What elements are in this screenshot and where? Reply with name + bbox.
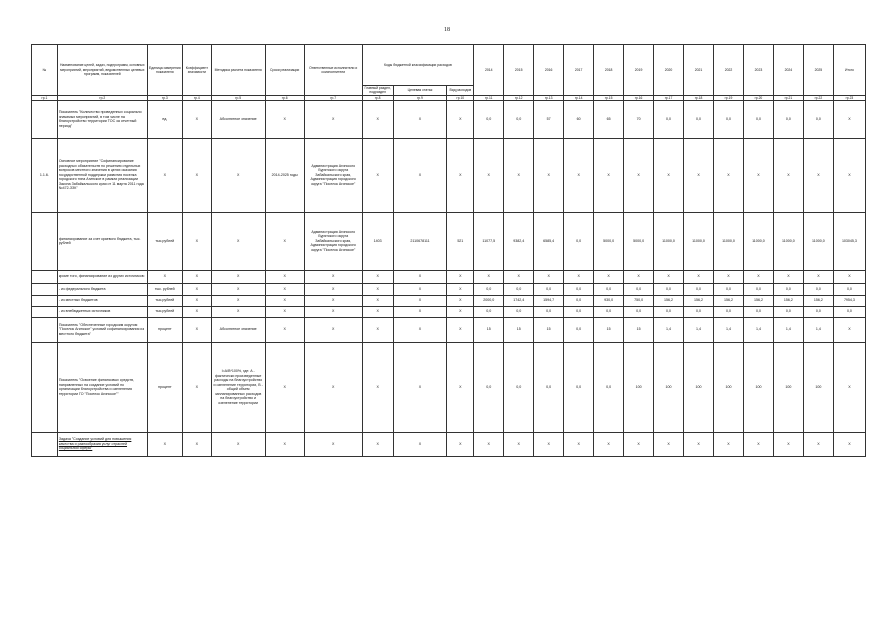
program-table	[31, 44, 866, 457]
table-cell: 70	[624, 100, 654, 138]
table-cell: 11000,0	[684, 212, 714, 270]
table-cell: 1,4	[803, 317, 833, 342]
table-cell: 0,0	[624, 306, 654, 317]
table-cell: 100	[743, 342, 773, 432]
table-cell: Х	[362, 283, 393, 295]
table-cell: процент	[147, 342, 182, 432]
table-cell: Х	[654, 270, 684, 283]
table-cell: Х	[182, 342, 211, 432]
table-cell: 1742,4	[504, 295, 534, 306]
table-cell: Х	[304, 270, 362, 283]
table-cell: 15	[624, 317, 654, 342]
table-cell: Х	[362, 432, 393, 456]
table-cell: Х	[393, 317, 447, 342]
table-cell: 1,4	[654, 317, 684, 342]
table-cell: Х	[265, 100, 304, 138]
table-cell: 0,0	[474, 283, 504, 295]
table-cell: 11000,0	[803, 212, 833, 270]
table-cell: Х	[803, 432, 833, 456]
table-cell: Х	[654, 432, 684, 456]
col-number: гр.19	[714, 95, 744, 100]
table-cell: 100	[684, 342, 714, 432]
table-cell: 0,0	[594, 306, 624, 317]
table-cell: 7954,3	[833, 295, 865, 306]
table-row	[32, 342, 866, 432]
table-cell: 11077,5	[474, 212, 504, 270]
table-cell	[32, 283, 58, 295]
header-year-2022: 2022	[714, 45, 744, 96]
col-number: гр.14	[564, 95, 594, 100]
table-cell: Х	[304, 317, 362, 342]
header-target-item: Целевая статья	[393, 86, 447, 96]
table-cell: 1,4	[743, 317, 773, 342]
table-cell: Х	[743, 432, 773, 456]
table-cell: 0,0	[773, 283, 803, 295]
table-cell: 103045,3	[833, 212, 865, 270]
table-cell: 0,0	[564, 317, 594, 342]
table-cell: 156,2	[803, 295, 833, 306]
header-total: Итого	[833, 45, 865, 96]
col-number: гр.2	[57, 95, 147, 100]
table-cell: 2110678111	[393, 212, 447, 270]
table-cell: 2014-2025 годы	[265, 138, 304, 212]
table-cell: Х	[624, 432, 654, 456]
table-cell: 0,0	[743, 283, 773, 295]
table-cell: Х	[211, 306, 265, 317]
table-cell: Х	[304, 432, 362, 456]
header-terms: Сроки реализации	[265, 45, 304, 96]
table-cell: Х	[447, 306, 474, 317]
table-cell: Х	[714, 270, 744, 283]
table-cell: 15	[534, 317, 564, 342]
table-cell: Х	[393, 432, 447, 456]
table-cell: Х	[743, 138, 773, 212]
col-number: гр.23	[833, 95, 865, 100]
table-cell: Х	[265, 295, 304, 306]
table-cell: Х	[684, 138, 714, 212]
table-cell: 0,0	[594, 283, 624, 295]
table-cell: Х	[362, 270, 393, 283]
table-row	[32, 100, 866, 138]
table-cell: Х	[504, 138, 534, 212]
col-number: гр.5	[211, 95, 265, 100]
table-cell: 0,0	[803, 100, 833, 138]
table-cell: 11000,0	[743, 212, 773, 270]
col-number: гр.4	[182, 95, 211, 100]
header-year-2021: 2021	[684, 45, 714, 96]
table-cell: 1,4	[684, 317, 714, 342]
table-cell: Х	[182, 270, 211, 283]
table-cell: Х	[393, 138, 447, 212]
table-cell: 2000,0	[474, 295, 504, 306]
table-cell: I=A/B*100%, где: A - фактически произведенные расходы на благоустройство и озеленение территории, B - общий объем запланированных расходов на благоустройство и озеленение территории	[211, 342, 265, 432]
table-cell: Х	[714, 138, 744, 212]
table-cell: Х	[147, 432, 182, 456]
table-cell	[32, 306, 58, 317]
table-cell: Х	[304, 342, 362, 432]
table-cell: Х	[684, 432, 714, 456]
table-cell: Х	[362, 138, 393, 212]
table-cell: 65	[594, 100, 624, 138]
table-cell: 0,0	[773, 100, 803, 138]
table-cell: тыс.рублей	[147, 212, 182, 270]
table-cell: 0,0	[714, 283, 744, 295]
header-year-2024: 2024	[773, 45, 803, 96]
table-cell: Х	[833, 342, 865, 432]
table-cell: Администрация Агинского Бурятского округа Забайкальского края, Администрация городского округа "Поселок Агинское"	[304, 138, 362, 212]
table-cell: 100	[624, 342, 654, 432]
table-cell: Х	[564, 138, 594, 212]
col-number: гр.12	[504, 95, 534, 100]
table-cell: Х	[594, 432, 624, 456]
table-cell: Х	[534, 432, 564, 456]
table-cell: 750,0	[624, 295, 654, 306]
table-cell: Х	[211, 212, 265, 270]
table-cell: Х	[534, 138, 564, 212]
header-year-2020: 2020	[654, 45, 684, 96]
table-cell: 0,0	[474, 306, 504, 317]
table-cell: Х	[504, 270, 534, 283]
table-cell: 1594,7	[534, 295, 564, 306]
table-cell: Х	[504, 432, 534, 456]
table-cell: 0,0	[654, 283, 684, 295]
table-cell	[32, 342, 58, 432]
table-cell: 5000,0	[624, 212, 654, 270]
table-cell: Х	[474, 432, 504, 456]
table-cell: Х	[743, 270, 773, 283]
table-cell: Администрация Агинского Бурятского округа Забайкальского края, Администрация городского округа "Поселок Агинское"	[304, 212, 362, 270]
table-cell: тыс.рублей	[147, 295, 182, 306]
table-cell: Х	[803, 138, 833, 212]
table-cell: 0,0	[504, 283, 534, 295]
table-cell: 0,0	[803, 306, 833, 317]
table-cell: Х	[182, 283, 211, 295]
header-responsible: Ответственные исполнители и соисполнители	[304, 45, 362, 96]
row-name-cell: финансирование за счет краевого бюджета, тыс. рублей	[57, 212, 147, 270]
table-cell: Х	[624, 138, 654, 212]
table-cell: Х	[773, 432, 803, 456]
table-cell: 0,0	[654, 100, 684, 138]
table-cell: 0,0	[564, 295, 594, 306]
table-cell: тыс.рублей	[147, 306, 182, 317]
header-unit: Единица измерения показателя	[147, 45, 182, 96]
table-cell: 11000,0	[714, 212, 744, 270]
table-cell: 0,0	[714, 306, 744, 317]
col-number: гр.9	[393, 95, 447, 100]
table-cell: 0,0	[684, 306, 714, 317]
table-cell: 5000,0	[594, 212, 624, 270]
col-number: гр.8	[362, 95, 393, 100]
table-cell: Х	[393, 283, 447, 295]
table-cell: Х	[265, 270, 304, 283]
table-cell: 0,0	[833, 283, 865, 295]
col-number: гр.21	[773, 95, 803, 100]
table-cell: Х	[362, 100, 393, 138]
table-cell: 57	[534, 100, 564, 138]
header-year-2014: 2014	[474, 45, 504, 96]
table-cell: Х	[362, 295, 393, 306]
table-cell: 15	[504, 317, 534, 342]
table-cell: Х	[265, 432, 304, 456]
table-cell: 156,2	[714, 295, 744, 306]
table-cell: Х	[211, 138, 265, 212]
table-cell: Х	[833, 100, 865, 138]
col-number: гр.11	[474, 95, 504, 100]
table-cell: Х	[182, 295, 211, 306]
table-cell: 0,0	[714, 100, 744, 138]
table-cell: Х	[474, 270, 504, 283]
col-number: гр.22	[803, 95, 833, 100]
table-cell: 15	[594, 317, 624, 342]
col-number: гр.3	[147, 95, 182, 100]
table-cell: Х	[594, 270, 624, 283]
table-cell	[32, 100, 58, 138]
table-cell: 0,0	[564, 342, 594, 432]
table-cell: Х	[447, 432, 474, 456]
table-cell: 9382,4	[504, 212, 534, 270]
table-cell: 0,0	[474, 100, 504, 138]
header-main-section: Главный раздел, подраздел	[362, 86, 393, 96]
table-cell: Х	[833, 270, 865, 283]
table-cell: Х	[147, 138, 182, 212]
table-cell: 156,2	[743, 295, 773, 306]
table-cell: Х	[714, 432, 744, 456]
row-name-cell: Задача "Создание условий для повышения качества и разнообразия услуг отраслей социальной сферы"	[57, 432, 147, 456]
table-cell: Х	[211, 432, 265, 456]
table-cell: Х	[182, 317, 211, 342]
table-cell: 0,0	[504, 306, 534, 317]
row-name-cell: Основное мероприятие "Софинансирование расходных обязательств по решению отдельных вопросов местного значения в целях оказания государственной поддержки развития поселка городского типа Агинское в рамках реализации Закона Забайкальского края от 11 марта 2011 года №472-ЗЗК"	[57, 138, 147, 212]
table-cell	[32, 295, 58, 306]
table-cell: Х	[362, 342, 393, 432]
row-name-cell: - из федерального бюджета	[57, 283, 147, 295]
table-cell: Х	[304, 306, 362, 317]
col-number: гр.6	[265, 95, 304, 100]
table-cell: 60	[564, 100, 594, 138]
col-number: гр.13	[534, 95, 564, 100]
table-cell: Х	[393, 295, 447, 306]
table-cell: процент	[147, 317, 182, 342]
table-cell: 0,0	[504, 342, 534, 432]
table-cell: Абсолютное значение	[211, 100, 265, 138]
table-row	[32, 432, 866, 456]
table-cell: Х	[265, 283, 304, 295]
table-cell: Х	[564, 432, 594, 456]
table-cell: 0,0	[534, 306, 564, 317]
table-cell: Х	[773, 138, 803, 212]
table-cell: Х	[447, 270, 474, 283]
table-cell: Х	[265, 342, 304, 432]
table-cell: 0,0	[743, 100, 773, 138]
table-cell: Х	[447, 342, 474, 432]
table-cell: Х	[447, 283, 474, 295]
table-cell: 156,2	[654, 295, 684, 306]
col-number: гр.1	[32, 95, 58, 100]
row-name-cell: Показатель "Количество проведенных социально значимых мероприятий, в том числе на благоустройство территории ТОС за отчетный период"	[57, 100, 147, 138]
table-cell: 100	[773, 342, 803, 432]
table-cell: Абсолютное значение	[211, 317, 265, 342]
table-cell: Х	[182, 306, 211, 317]
header-year-2017: 2017	[564, 45, 594, 96]
table-cell: 0,0	[743, 306, 773, 317]
table-cell	[32, 317, 58, 342]
table-cell: 100	[654, 342, 684, 432]
table-cell: Х	[265, 317, 304, 342]
table-cell: 0,0	[594, 342, 624, 432]
header-num: №	[32, 45, 58, 96]
table-row	[32, 138, 866, 212]
row-name-cell: Показатель "Освоение финансовых средств, направленных на создание условий по организации благоустройства и озеленения территории ГО "Поселок Агинское""	[57, 342, 147, 432]
table-cell: 0,0	[564, 212, 594, 270]
table-cell: Х	[362, 306, 393, 317]
row-name-cell: кроме того, финансирование из других источников:	[57, 270, 147, 283]
table-cell: Х	[447, 138, 474, 212]
table-cell: Х	[447, 317, 474, 342]
col-number: гр.10	[447, 95, 474, 100]
header-budget-codes: Коды бюджетной классификации расходов	[362, 45, 474, 86]
table-cell: Х	[833, 432, 865, 456]
table-cell: Х	[182, 138, 211, 212]
table-cell: Х	[211, 270, 265, 283]
header-method: Методика расчета показателя	[211, 45, 265, 96]
table-row	[32, 317, 866, 342]
row-name-cell: Показатель "Обеспеченные городским округом "Поселок Агинское" условий софинансирования из местного бюджета"	[57, 317, 147, 342]
table-cell: 156,2	[773, 295, 803, 306]
table-cell: 0,0	[474, 342, 504, 432]
table-cell: Х	[447, 100, 474, 138]
table-row	[32, 306, 866, 317]
table-cell: 0,0	[684, 100, 714, 138]
table-cell: 0,0	[803, 283, 833, 295]
table-cell: 15	[474, 317, 504, 342]
table-cell: тыс. рублей	[147, 283, 182, 295]
table-cell: 0,0	[534, 342, 564, 432]
col-number: гр.16	[624, 95, 654, 100]
table-cell: 0,0	[564, 283, 594, 295]
table-row	[32, 270, 866, 283]
table-cell: Х	[447, 295, 474, 306]
header-coef: Коэффициент значимости	[182, 45, 211, 96]
header-year-2025: 2025	[803, 45, 833, 96]
table-cell: 1,4	[773, 317, 803, 342]
table-cell: Х	[833, 138, 865, 212]
table-row	[32, 295, 866, 306]
table-cell: 11000,0	[654, 212, 684, 270]
table-cell: 6585,4	[534, 212, 564, 270]
table-cell: Х	[654, 138, 684, 212]
table-cell: 0,0	[833, 306, 865, 317]
table-cell: Х	[773, 270, 803, 283]
table-cell: 156,2	[684, 295, 714, 306]
table-cell: 100	[803, 342, 833, 432]
table-cell: Х	[265, 306, 304, 317]
table-cell: Х	[564, 270, 594, 283]
table-cell: 1,4	[714, 317, 744, 342]
table-cell: 11000,0	[773, 212, 803, 270]
table-cell: Х	[833, 317, 865, 342]
table-cell: Х	[393, 100, 447, 138]
table-cell: 0,0	[654, 306, 684, 317]
table-cell: Х	[393, 270, 447, 283]
table-cell: 0,0	[684, 283, 714, 295]
table-cell: Х	[393, 342, 447, 432]
page-number: 18	[444, 27, 450, 33]
table-cell: Х	[624, 270, 654, 283]
table-cell: 1.1.6.	[32, 138, 58, 212]
table-cell: 930,0	[594, 295, 624, 306]
table-cell: 521	[447, 212, 474, 270]
table-cell: Х	[803, 270, 833, 283]
table-cell	[32, 432, 58, 456]
header-year-2015: 2015	[504, 45, 534, 96]
table-cell: Х	[147, 270, 182, 283]
table-cell: Х	[265, 212, 304, 270]
table-row	[32, 283, 866, 295]
table-row	[32, 212, 866, 270]
table-cell: Х	[182, 432, 211, 456]
table-cell: Х	[182, 100, 211, 138]
col-number: гр.15	[594, 95, 624, 100]
table-cell	[32, 270, 58, 283]
table-cell: Х	[594, 138, 624, 212]
table-cell: 0,0	[773, 306, 803, 317]
table-cell: 0,0	[504, 100, 534, 138]
table-cell: Х	[304, 295, 362, 306]
header-name: Наименование целей, задач, подпрограмм, основных мероприятий, мероприятий, ведомственных целевых программ, показателей	[57, 45, 147, 96]
table-cell: Х	[534, 270, 564, 283]
table-cell: Х	[474, 138, 504, 212]
table-cell: 0,0	[564, 306, 594, 317]
table-cell: Х	[182, 212, 211, 270]
table-cell: ед.	[147, 100, 182, 138]
table-cell: Х	[393, 306, 447, 317]
col-number: гр.20	[743, 95, 773, 100]
table-cell: 0,0	[624, 283, 654, 295]
header-year-2018: 2018	[594, 45, 624, 96]
col-number: гр.18	[684, 95, 714, 100]
table-cell: Х	[304, 283, 362, 295]
table-cell: Х	[362, 317, 393, 342]
header-expense-type: Вид расходов	[447, 86, 474, 96]
header-year-2019: 2019	[624, 45, 654, 96]
table-cell: Х	[211, 295, 265, 306]
row-name-cell: - из местных бюджетов	[57, 295, 147, 306]
table-cell: 1403	[362, 212, 393, 270]
table-cell: 0,0	[534, 283, 564, 295]
col-number: гр.7	[304, 95, 362, 100]
col-number: гр.17	[654, 95, 684, 100]
table-cell: Х	[211, 283, 265, 295]
table-cell	[32, 212, 58, 270]
header-year-2016: 2016	[534, 45, 564, 96]
table-cell: 100	[714, 342, 744, 432]
table-cell: Х	[304, 100, 362, 138]
header-year-2023: 2023	[743, 45, 773, 96]
table-cell: Х	[684, 270, 714, 283]
row-name-cell: - из внебюджетных источников	[57, 306, 147, 317]
